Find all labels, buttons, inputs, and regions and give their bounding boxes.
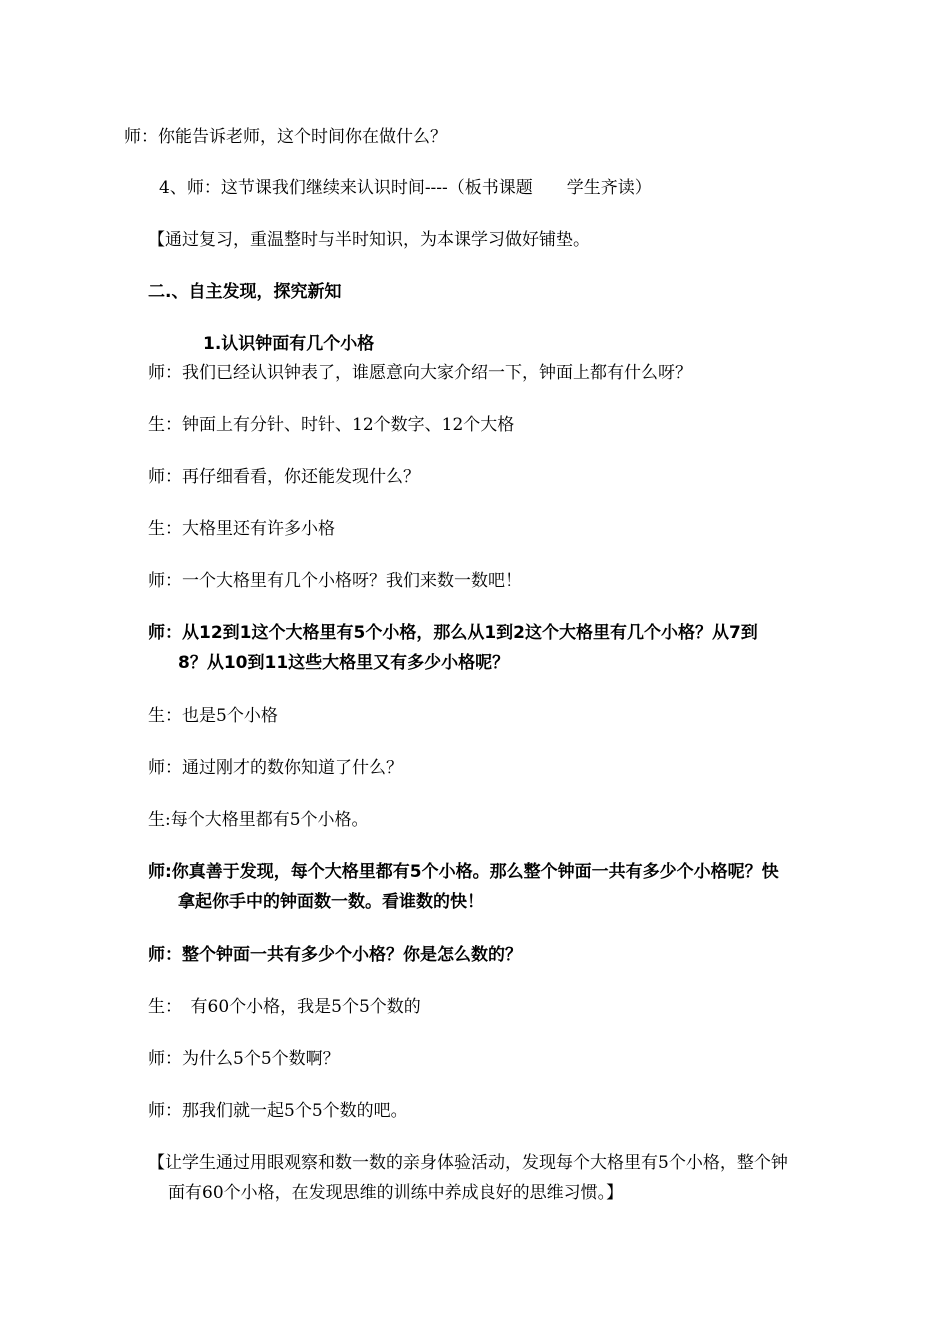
paragraph-teacher-question-7: 师：整个钟面一共有多少个小格？你是怎么数的？ [148, 945, 522, 965]
paragraph-teacher-question-6-line2: 拿起你手中的钟面数一数。看谁数的快！ [178, 892, 484, 912]
paragraph-teacher-question-4-line2: 8？从10到11这些大格里又有多少小格呢？ [178, 653, 510, 673]
section-heading-2: 二.、自主发现，探究新知 [148, 282, 342, 302]
paragraph-note-summary-line2: 面有60个小格，在发现思维的训练中养成良好的思维习惯。】 [168, 1183, 624, 1203]
paragraph-teacher-statement: 师：那我们就一起5个5个数的吧。 [148, 1101, 408, 1121]
paragraph-teacher-question-2: 师：再仔细看看，你还能发现什么？ [148, 467, 420, 487]
paragraph-teacher-intro: 师：我们已经认识钟表了，谁愿意向大家介绍一下，钟面上都有什么呀？ [148, 363, 692, 383]
paragraph-student-answer-2: 生：大格里还有许多小格 [148, 519, 335, 539]
paragraph-teacher-question-3: 师：一个大格里有几个小格呀？我们来数一数吧！ [148, 571, 522, 591]
paragraph-teacher-question-5: 师：通过刚才的数你知道了什么？ [148, 758, 403, 778]
paragraph-teacher-question-6-line1: 师:你真善于发现，每个大格里都有5个小格。那么整个钟面一共有多少个小格呢？快 [148, 862, 779, 882]
paragraph-note-summary-line1: 【让学生通过用眼观察和数一数的亲身体验活动，发现每个大格里有5个小格，整个钟 [148, 1153, 788, 1173]
subsection-heading-1: 1.认识钟面有几个小格 [203, 334, 375, 354]
paragraph-student-answer-1: 生：钟面上有分针、时针、12个数字、12个大格 [148, 415, 515, 435]
paragraph-note-review: 【通过复习，重温整时与半时知识，为本课学习做好铺垫。 [148, 230, 590, 250]
paragraph-step-4: 4、师：这节课我们继续来认识时间----（板书课题 学生齐读） [159, 178, 652, 198]
paragraph-teacher-question-8: 师：为什么5个5个数啊？ [148, 1049, 340, 1069]
paragraph-student-answer-4: 生:每个大格里都有5个小格。 [148, 810, 369, 830]
paragraph-student-answer-3: 生：也是5个小格 [148, 706, 278, 726]
paragraph-teacher-question-4-line1: 师：从12到1这个大格里有5个小格，那么从1到2这个大格里有几个小格？从7到 [148, 623, 758, 643]
paragraph-teacher-question-1: 师：你能告诉老师，这个时间你在做什么？ [124, 127, 447, 147]
paragraph-student-answer-5: 生： 有60个小格，我是5个5个数的 [148, 997, 421, 1017]
